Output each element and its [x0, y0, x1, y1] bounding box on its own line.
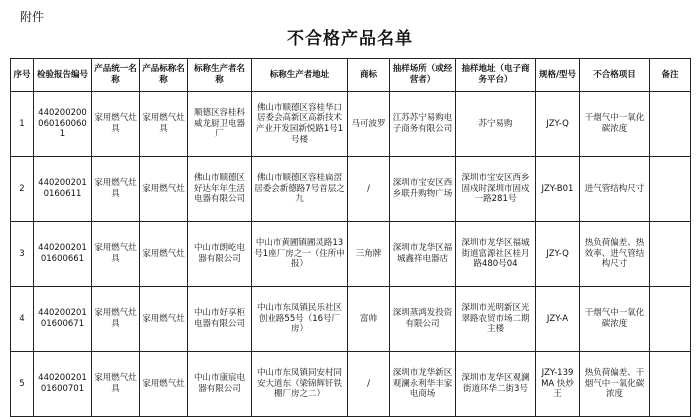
cell-index: 3 — [11, 222, 34, 287]
cell-model: JZY-Q — [536, 222, 580, 287]
cell-report-no: 4402002000601600601 — [34, 92, 92, 157]
cell-manufacturer: 中山市朗屹电器有限公司 — [188, 222, 252, 287]
table-header-row — [11, 59, 691, 92]
col-header: 序号 — [11, 59, 34, 92]
cell-manufacturer: 佛山市顺德区好达年年生活电器有限公司 — [188, 157, 252, 222]
table-row — [11, 157, 691, 222]
cell-index: 4 — [11, 287, 34, 352]
cell-remarks — [650, 352, 691, 417]
cell-product-name: 家用燃气灶具 — [92, 287, 140, 352]
cell-report-no: 44020020101600671 — [34, 287, 92, 352]
cell-manufacturer-address: 佛山市顺德区容桂扁滘居委会新德路7号首层之九 — [252, 157, 348, 222]
cell-failed-items: 干烟气中一氧化碳浓度 — [580, 92, 650, 157]
cell-failed-items: 热负荷偏差、干烟气中一氧化碳浓度 — [580, 352, 650, 417]
cell-model: JZY-Q — [536, 92, 580, 157]
cell-manufacturer-address: 佛山市顺德区容桂华口居委会高新区高新技术产业开发园新悦路1号1号楼 — [252, 92, 348, 157]
col-header: 产品统一名称 — [92, 59, 140, 92]
cell-remarks — [650, 287, 691, 352]
col-header: 抽样地址（电子商务平台） — [456, 59, 536, 92]
cell-labeled-name: 家用燃气灶具 — [140, 92, 188, 157]
page-title: 不合格产品名单 — [287, 29, 413, 49]
cell-sampling-address: 深圳市龙华区观澜街道环华二街3号 — [456, 352, 536, 417]
cell-report-no: 44020020101600661 — [34, 222, 92, 287]
col-header: 不合格项目 — [580, 59, 650, 92]
cell-index: 1 — [11, 92, 34, 157]
cell-remarks — [650, 222, 691, 287]
col-header: 检验报告编号 — [34, 59, 92, 92]
cell-index: 2 — [11, 157, 34, 222]
col-header: 抽样场所（或经营者） — [390, 59, 456, 92]
col-header: 备注 — [650, 59, 691, 92]
table-row — [11, 222, 691, 287]
col-header: 标称生产者名称 — [188, 59, 252, 92]
cell-labeled-name: 家用燃气灶 — [140, 157, 188, 222]
cell-model: JZY-B01 — [536, 157, 580, 222]
table-row — [11, 287, 691, 352]
cell-manufacturer: 中山市好享柜电器有限公司 — [188, 287, 252, 352]
attachment-label: 附件 — [20, 10, 45, 24]
cell-manufacturer-address: 中山市东凤镇同安村同安大道东（梁锦辉钎铁棚厂房之二） — [252, 352, 348, 417]
cell-manufacturer-address: 中山市黄圃镇圃灵路13号1座厂房之一（住所申报） — [252, 222, 348, 287]
cell-labeled-name: 家用燃气灶 — [140, 352, 188, 417]
cell-trademark: / — [348, 352, 390, 417]
unqualified-products-table — [10, 58, 691, 417]
cell-trademark: 马可波罗 — [348, 92, 390, 157]
cell-failed-items: 热负荷偏差、热效率、进气管结构尺寸 — [580, 222, 650, 287]
cell-sampling-place: 深圳蒸鸿发投资有限公司 — [390, 287, 456, 352]
cell-sampling-place: 深圳市宝安区西乡联升购物广场 — [390, 157, 456, 222]
cell-product-name: 家用燃气灶具 — [92, 352, 140, 417]
cell-sampling-address: 深圳市龙华区福城街道富源社区桂月路480号04 — [456, 222, 536, 287]
col-header: 商标 — [348, 59, 390, 92]
cell-trademark: 富帅 — [348, 287, 390, 352]
cell-product-name: 家用燃气灶具 — [92, 222, 140, 287]
cell-trademark: 三角牌 — [348, 222, 390, 287]
cell-product-name: 家用燃气灶具 — [92, 157, 140, 222]
cell-report-no: 4402002010160611 — [34, 157, 92, 222]
cell-sampling-place: 深圳市龙华区福城鑫祥电器店 — [390, 222, 456, 287]
cell-model: JZY-A — [536, 287, 580, 352]
cell-index: 5 — [11, 352, 34, 417]
cell-product-name: 家用燃气灶具 — [92, 92, 140, 157]
col-header: 标称生产者地址 — [252, 59, 348, 92]
table-row — [11, 352, 691, 417]
cell-sampling-place: 深圳市龙华新区观澜永利华丰家电商场 — [390, 352, 456, 417]
cell-labeled-name: 家用燃气灶 — [140, 222, 188, 287]
cell-sampling-address: 深圳市光明新区光翠路农贸市场二期主楼 — [456, 287, 536, 352]
cell-manufacturer: 顺德区容桂科威龙厨卫电器厂 — [188, 92, 252, 157]
cell-manufacturer: 中山市康宸电器有限公司 — [188, 352, 252, 417]
col-header: 规格/型号 — [536, 59, 580, 92]
cell-remarks — [650, 92, 691, 157]
cell-model: JZY-139MA 快炒王 — [536, 352, 580, 417]
cell-trademark: / — [348, 157, 390, 222]
cell-sampling-address: 深圳市宝安区西乡固戍时深圳市固戍一路281号 — [456, 157, 536, 222]
table-row — [11, 92, 691, 157]
cell-failed-items: 进气管结构尺寸 — [580, 157, 650, 222]
cell-failed-items: 干烟气中一氧化碳浓度 — [580, 287, 650, 352]
cell-sampling-address: 苏宁易购 — [456, 92, 536, 157]
col-header: 产品标称名称 — [140, 59, 188, 92]
cell-sampling-place: 江苏苏宁易购电子商务有限公司 — [390, 92, 456, 157]
cell-manufacturer-address: 中山市东凤镇民乐社区创业路55号（16号厂房） — [252, 287, 348, 352]
cell-remarks — [650, 157, 691, 222]
cell-report-no: 44020020101600701 — [34, 352, 92, 417]
cell-labeled-name: 家用燃气灶 — [140, 287, 188, 352]
